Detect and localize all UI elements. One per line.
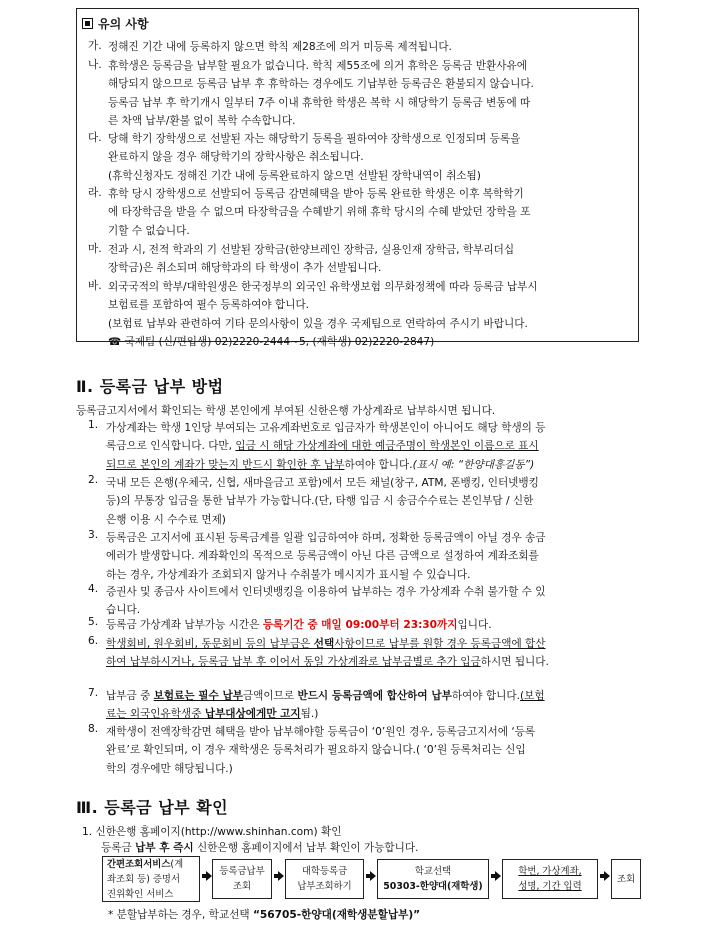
- notice-item-marker: 라.: [88, 187, 102, 199]
- notice-item-line: 해당되지 않으므로 등록금 납부 후 휴학하는 경우에도 기납부한 등록금은 환불되지 않습니다.: [108, 78, 534, 91]
- notice-item-line: 외국국적의 학부/대학원생은 한국정부의 외국인 유학생보험 의무화정책에 따라 등록금 납부시: [108, 281, 538, 293]
- notice-item-marker: 나.: [88, 59, 102, 71]
- flow-step-inquiry: 조회: [611, 859, 641, 899]
- notice-item-line: 전과 시, 전적 학과의 기 선발된 장학금(한양브레인 장학금, 실용인재 장학금, 학부리더십: [108, 244, 515, 256]
- flow-step-easy-inquiry: 간편조회서비스(계 좌조회 등) 증명서 진위확인 서비스: [102, 856, 200, 902]
- notice-item-marker: 다.: [88, 132, 102, 144]
- arrow-right-icon: [600, 870, 609, 882]
- notice-item-line: 기할 수 없습니다.: [108, 224, 190, 237]
- flow-step-select-school: 학교선택 50303-한양대(재학생): [377, 859, 489, 899]
- notice-item-marker: 가.: [88, 40, 102, 52]
- arrow-right-icon: [491, 870, 500, 882]
- arrow-right-icon: [202, 870, 211, 882]
- notice-item-line: 완료하지 않을 경우 해당학기의 장학사항은 취소됩니다.: [108, 151, 364, 164]
- notice-item-line: ☎ 국제팀 (신/편입생) 02)2220-2444~5, (재학생) 02)2220-2847): [108, 335, 435, 348]
- arrow-right-icon: [366, 870, 375, 882]
- notice-item-line: 장학금)은 취소되며 해당학과의 타 학생이 추가 선발됩니다.: [108, 262, 382, 275]
- notice-title: 유의 사항: [82, 15, 149, 32]
- section3-step1-desc: 등록금 납부 후 즉시 신한은행 홈페이지에서 납부 확인이 가능합니다.: [101, 842, 419, 854]
- notice-item-marker: 바.: [88, 280, 102, 292]
- section3-heading: Ⅲ. 등록금 납부 확인: [76, 798, 229, 817]
- notice-item-line: 당해 학기 장학생으로 선발된 자는 해당학기 등록을 필하여야 장학생으로 인정되며 등록을: [108, 133, 521, 145]
- notice-item-marker: 마.: [88, 243, 102, 255]
- notice-item-line: (휴학신청자도 정해진 기간 내에 등록완료하지 않으면 선발된 장학내역이 취소됨): [108, 169, 481, 182]
- notice-item-line: (보험료 납부와 관련하여 기타 문의사항이 있을 경우 국제팀으로 연락하여 주시기 바랍니다.: [108, 317, 528, 330]
- section3-step1: 1. 신한은행 홈페이지(http://www.shinhan.com) 확인: [82, 826, 342, 838]
- notice-item-line: 른 차액 납부/환불 없이 복학 수속합니다.: [108, 114, 296, 127]
- notice-item-line: 휴학 당시 장학생으로 선발되어 등록금 감면혜택을 받아 등록 완료한 학생은 이후 복학학기: [108, 188, 524, 200]
- notice-item-line: 보험료를 포함하여 필수 등록하여야 합니다.: [108, 299, 310, 312]
- flow-step-university-tuition: 대학등록금 납부조회하기: [285, 859, 364, 899]
- notice-item-line: 에 타장학금을 받을 수 없으며 타장학금을 수혜받기 위해 휴학 당시의 수혜 받았던 장학을 포: [108, 206, 531, 219]
- arrow-right-icon: [274, 870, 283, 882]
- checkbox-bullet-icon: [82, 18, 93, 29]
- flow-step-tuition-inquiry: 등록금납부 조회: [212, 859, 272, 899]
- section2-intro: 등록금고지서에서 확인되는 학생 본인에게 부여된 신한은행 가상계좌로 납부하시면 됩니다.: [76, 405, 496, 417]
- notice-item-line: 등록금 납부 후 학기개시 일부터 7주 이내 휴학한 학생은 복학 시 해당학기 등록금 변동에 따: [108, 96, 531, 109]
- notice-item-line: 정해진 기간 내에 등록하지 않으면 학칙 제28조에 의거 미등록 제적됩니다.: [108, 41, 452, 53]
- flow-step-enter-info: 학번, 가상계좌, 성명, 기간 입력: [502, 859, 598, 899]
- notice-item-line: 휴학생은 등록금을 납부할 필요가 없습니다. 학칙 제55조에 의거 휴학은 등록금 반환사유에: [108, 60, 527, 72]
- installment-note: * 분할납부하는 경우, 학교선택 “56705-한양대(재학생분할납부)”: [108, 909, 421, 921]
- section2-heading: Ⅱ. 등록금 납부 방법: [76, 377, 224, 396]
